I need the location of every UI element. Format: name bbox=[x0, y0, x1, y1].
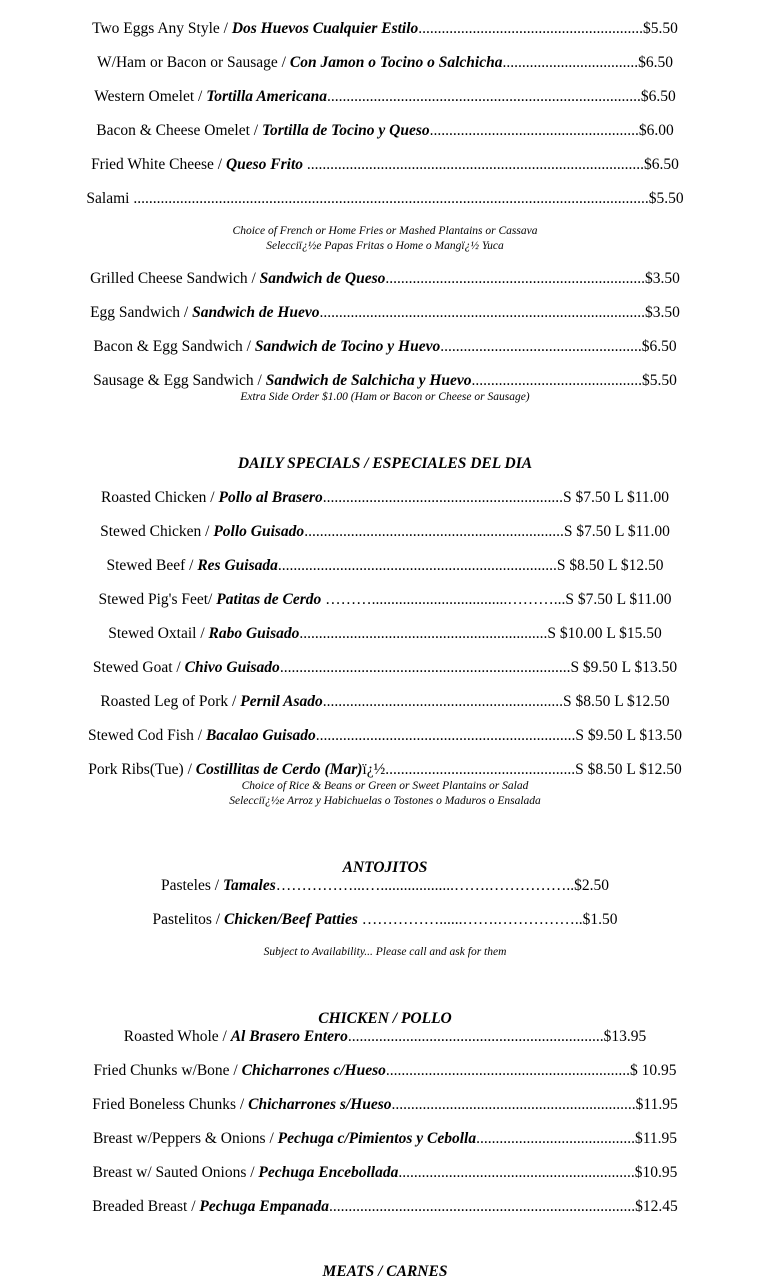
menu-item-roasted-chicken bbox=[0, 488, 770, 508]
item-name-es: Chicharrones s/Hueso bbox=[248, 1096, 392, 1113]
dot-leader: ....................................................................................... bbox=[303, 156, 645, 173]
item-price: $11.95 bbox=[635, 1096, 678, 1113]
menu-item-stewed-goat bbox=[0, 658, 770, 678]
item-price: $5.50 bbox=[642, 372, 677, 389]
sides-note-en: Choice of French or Home Fries or Mashed Plantains or Cassava bbox=[232, 225, 538, 237]
availability-note: Subject to Availability... Please call and ask for them bbox=[263, 946, 507, 958]
dot-leader: ........................................................................... bbox=[279, 659, 571, 676]
menu-item-breast-peppers-onions bbox=[0, 1129, 770, 1149]
dot-leader: ................................................................... bbox=[315, 727, 576, 744]
item-name-es: Pollo al Brasero bbox=[218, 489, 323, 506]
item-name-en: Fried White Cheese / bbox=[91, 156, 226, 173]
item-name-es: Con Jamon o Tocino o Salchicha bbox=[289, 54, 503, 71]
item-price: $1.50 bbox=[582, 911, 618, 928]
item-price: S $9.50 L $13.50 bbox=[570, 659, 678, 676]
item-name-es: Chicken/Beef Patties bbox=[223, 911, 358, 928]
menu-item-roasted-leg-of-pork bbox=[0, 692, 770, 712]
item-name-es: Dos Huevos Cualquier Estilo bbox=[231, 20, 419, 37]
item-name-en: Stewed Oxtail / bbox=[108, 625, 209, 642]
item-name-en: Pork Ribs(Tue) / bbox=[88, 761, 196, 778]
menu-item-ham-bacon-sausage bbox=[0, 53, 770, 73]
item-name-en: Stewed Goat / bbox=[92, 659, 185, 676]
menu-item-breaded-breast bbox=[0, 1197, 770, 1217]
menu-item-roasted-whole bbox=[0, 1027, 770, 1047]
item-name-es: Pechuga Encebollada bbox=[258, 1164, 399, 1181]
item-name-es: Pernil Asado bbox=[240, 693, 323, 710]
item-name-es: Bacalao Guisado bbox=[205, 727, 316, 744]
section-title-antojitos: ANTOJITOS bbox=[342, 859, 428, 876]
item-name-es: Al Brasero Entero bbox=[230, 1028, 348, 1045]
dot-leader: .................................................................................... bbox=[319, 304, 646, 321]
item-name-en: Stewed Pig's Feet/ bbox=[98, 591, 217, 608]
item-price: $11.95 bbox=[634, 1130, 678, 1147]
section-title-specials: DAILY SPECIALS / ESPECIALES DEL DIA bbox=[237, 455, 533, 472]
dot-leader: ................................................................... bbox=[385, 270, 646, 287]
item-price: $6.50 bbox=[641, 338, 677, 355]
item-name-en: Stewed Beef / bbox=[106, 557, 198, 574]
menu-item-western-omelet bbox=[0, 87, 770, 107]
menu-item-salami bbox=[0, 189, 770, 209]
item-name-en: Pastelitos / bbox=[152, 911, 224, 928]
item-price: S $8.50 L $12.50 bbox=[563, 693, 670, 710]
item-name-en: Sausage & Egg Sandwich / bbox=[93, 372, 266, 389]
dot-leader: .................................................................. bbox=[347, 1028, 604, 1045]
menu-item-fried-white-cheese bbox=[0, 155, 770, 175]
item-price: $12.45 bbox=[635, 1198, 678, 1215]
item-name-es: Pechuga c/Pimientos y Cebolla bbox=[277, 1130, 477, 1147]
item-price: S $8.50 L $12.50 bbox=[575, 761, 682, 778]
item-price: $6.50 bbox=[640, 88, 676, 105]
dot-leader: .......................................................... bbox=[418, 20, 644, 37]
dot-leader: ……………...…...................…….…………….. bbox=[275, 877, 575, 894]
item-name-es: Tamales bbox=[222, 877, 276, 894]
item-price: $ 10.95 bbox=[630, 1062, 677, 1079]
dot-leader: ......................................... bbox=[476, 1130, 635, 1147]
item-name-es: Res Guisada bbox=[197, 557, 278, 574]
item-name-en: Roasted Leg of Pork / bbox=[100, 693, 241, 710]
item-name-es: Sandwich de Salchicha y Huevo bbox=[265, 372, 472, 389]
dot-leader: ................................................................... bbox=[304, 523, 564, 540]
dot-leader: ............................................................. bbox=[398, 1164, 635, 1181]
item-price: $5.50 bbox=[648, 190, 684, 207]
menu-item-stewed-pigs-feet bbox=[0, 590, 770, 610]
dot-leader: .............................................................. bbox=[322, 489, 563, 506]
dot-leader: ................................... bbox=[502, 54, 639, 71]
menu-item-pasteles bbox=[0, 876, 770, 896]
item-price: S $7.50 L $11.00 bbox=[565, 591, 672, 608]
menu-item-stewed-beef bbox=[0, 556, 770, 576]
dot-leader: .................................................... bbox=[440, 338, 642, 355]
menu-item-breast-sauted-onions bbox=[0, 1163, 770, 1183]
item-name-en: Bacon & Egg Sandwich / bbox=[93, 338, 255, 355]
specials-note-es: Selecciï¿½e Arroz y Habichuelas o Tostones o Maduros o Ensalada bbox=[229, 795, 541, 807]
item-name-en: Bacon & Cheese Omelet / bbox=[96, 122, 262, 139]
item-name-es: Queso Frito bbox=[225, 156, 304, 173]
item-name-en: W/Ham or Bacon or Sausage / bbox=[97, 54, 290, 71]
item-name-es: Sandwich de Tocino y Huevo bbox=[254, 338, 441, 355]
item-name-en: Roasted Whole / bbox=[123, 1028, 231, 1045]
item-name-es: Chivo Guisado bbox=[184, 659, 280, 676]
item-price: $10.95 bbox=[634, 1164, 678, 1181]
item-name-en: Two Eggs Any Style / bbox=[92, 20, 232, 37]
item-name-es: Costillitas de Cerdo (Mar) bbox=[195, 761, 363, 778]
item-price: $13.95 bbox=[603, 1028, 647, 1045]
item-name-es: Sandwich de Huevo bbox=[192, 304, 320, 321]
menu-item-fried-chunks-bone bbox=[0, 1061, 770, 1081]
menu-item-bacon-cheese-omelet bbox=[0, 121, 770, 141]
dot-leader: ............................................................................... bbox=[329, 1198, 636, 1215]
item-name-en: Western Omelet / bbox=[94, 88, 207, 105]
menu-item-stewed-chicken bbox=[0, 522, 770, 542]
item-price: $6.50 bbox=[638, 54, 673, 71]
menu-item-two-eggs bbox=[0, 19, 770, 39]
item-name-en: Stewed Chicken / bbox=[100, 523, 214, 540]
item-price: S $7.50 L $11.00 bbox=[563, 523, 670, 540]
section-title-chicken: CHICKEN / POLLO bbox=[318, 1010, 452, 1027]
dot-leader: ............................................................... bbox=[391, 1096, 636, 1113]
section-title-meats: MEATS / CARNES bbox=[322, 1263, 448, 1280]
item-name-en: Fried Chunks w/Bone / bbox=[93, 1062, 242, 1079]
item-name-en: Pasteles / bbox=[160, 877, 223, 894]
specials-note-en: Choice of Rice & Beans or Green or Sweet Plantains or Salad bbox=[241, 780, 529, 792]
extra-side-note: Extra Side Order $1.00 (Ham or Bacon or Cheese or Sausage) bbox=[240, 391, 530, 403]
dot-leader: .............................................................. bbox=[322, 693, 564, 710]
item-name-en: Fried Boneless Chunks / bbox=[92, 1096, 249, 1113]
menu-item-bacon-egg-sandwich bbox=[0, 337, 770, 357]
item-price: S $7.50 L $11.00 bbox=[562, 489, 670, 506]
item-name-es: Sandwich de Queso bbox=[259, 270, 386, 287]
dot-leader: ……………......…….…………….. bbox=[357, 911, 583, 928]
item-name-es: Tortilla de Tocino y Queso bbox=[261, 122, 430, 139]
dot-leader: ........................................................................ bbox=[277, 557, 557, 574]
item-name-es: Rabo Guisado bbox=[208, 625, 300, 642]
item-name-es: Chicharrones c/Hueso bbox=[241, 1062, 386, 1079]
dot-leader: ï¿½................................................. bbox=[362, 761, 576, 778]
item-name-en: Grilled Cheese Sandwich / bbox=[90, 270, 260, 287]
dot-leader: ............................................................... bbox=[385, 1062, 630, 1079]
item-name-en: Stewed Cod Fish / bbox=[87, 727, 206, 744]
item-name-en: Breast w/ Sauted Onions / bbox=[92, 1164, 259, 1181]
menu-item-stewed-oxtail bbox=[0, 624, 770, 644]
menu-item-pork-ribs bbox=[0, 760, 770, 780]
dot-leader: ................................................................ bbox=[299, 625, 548, 642]
item-name-en: Breaded Breast / bbox=[92, 1198, 200, 1215]
item-name-en: Breast w/Peppers & Onions / bbox=[92, 1130, 278, 1147]
menu-item-pastelitos bbox=[0, 910, 770, 930]
menu-item-stewed-cod-fish bbox=[0, 726, 770, 746]
item-price: $6.50 bbox=[644, 156, 679, 173]
item-price: $3.50 bbox=[645, 304, 680, 321]
dot-leader: ..................................................................................................................................... bbox=[133, 190, 649, 207]
item-name-es: Pollo Guisado bbox=[213, 523, 305, 540]
menu-item-sausage-egg-sandwich bbox=[0, 371, 770, 391]
item-name-en: Roasted Chicken / bbox=[100, 489, 219, 506]
item-name-es: Tortilla Americana bbox=[206, 88, 327, 105]
item-price: $5.50 bbox=[643, 20, 678, 37]
menu-item-egg-sandwich bbox=[0, 303, 770, 323]
item-name-en: Egg Sandwich / bbox=[90, 304, 193, 321]
item-price: $6.00 bbox=[638, 122, 674, 139]
item-price: $2.50 bbox=[574, 877, 610, 894]
menu-item-fried-boneless-chunks bbox=[0, 1095, 770, 1115]
menu-item-grilled-cheese bbox=[0, 269, 770, 289]
item-price: S $10.00 L $15.50 bbox=[547, 625, 662, 642]
dot-leader: ...................................................... bbox=[429, 122, 639, 139]
dot-leader: ………...................................………... bbox=[321, 591, 566, 608]
dot-leader: ................................................................................. bbox=[326, 88, 641, 105]
item-name-es: Pechuga Empanada bbox=[199, 1198, 330, 1215]
item-price: S $8.50 L $12.50 bbox=[556, 557, 664, 574]
item-name-es: Patitas de Cerdo bbox=[216, 591, 322, 608]
sides-note-es: Selecciï¿½e Papas Fritas o Home o Mangï¿½ Yuca bbox=[266, 240, 504, 252]
item-price: S $9.50 L $13.50 bbox=[575, 727, 683, 744]
item-price: $3.50 bbox=[645, 270, 680, 287]
item-name-en: Salami bbox=[86, 190, 134, 207]
dot-leader: ............................................ bbox=[471, 372, 643, 389]
